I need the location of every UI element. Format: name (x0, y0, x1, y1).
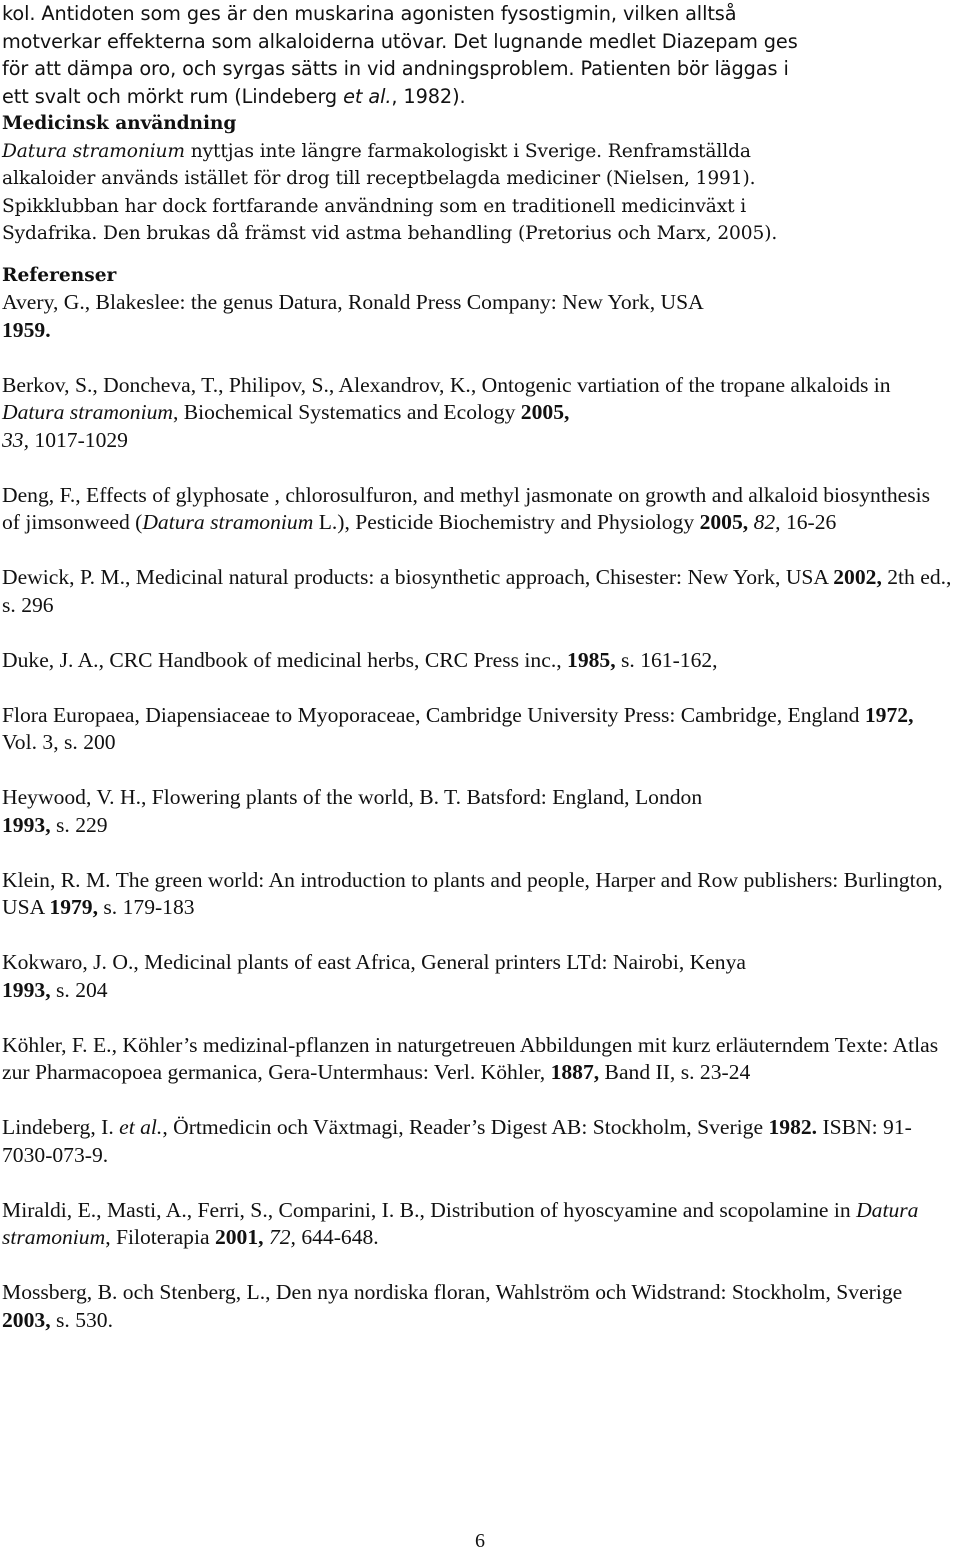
ref-title: , Den nya nordiska floran, Wahlström och Widstrand: Stockholm, Sverige (265, 1280, 903, 1304)
ref-authors: Deng, F. (2, 482, 76, 507)
ref-pages: s. 161-162, (615, 647, 718, 672)
ref-volume: 33, (2, 427, 29, 452)
ref-title: , Flowering plants of the world, B. T. Batsford: England, London (140, 785, 703, 809)
reference-mossberg (2, 1279, 952, 1334)
ref-pages: s. 530. (50, 1307, 113, 1332)
ref-species: Datura stramonium (142, 510, 314, 534)
ref-title: The green world: An introduction to plants and people, Harper and Row publishers: Burlington, USA (2, 867, 943, 919)
ref-year: 2005, (520, 400, 570, 424)
medical-use-text-1: nyttjas inte längre farmakologiskt i Sverige. Renframställda (184, 140, 751, 162)
ref-species: Datura stramonium (2, 1197, 919, 1249)
ref-authors: Köhler, F. E. (2, 1032, 112, 1057)
ref-title: , Medicinal natural products: a biosynthetic approach, Chisester: New York, USA (124, 565, 834, 589)
medical-use-text-3: Spikklubban har dock fortfarande användning som en traditionell medicinväxt i (2, 195, 747, 217)
reference-duke (2, 647, 952, 675)
reference-lindeberg (2, 1114, 952, 1169)
page-number: 6 (475, 1530, 485, 1552)
ref-edition: 2th ed., s. 296 (2, 565, 952, 617)
ref-title: , Effects of glyphosate , chlorosulfuron, and methyl jasmonate on growth and alkaloid biosynthesis of jimsonweed ( (2, 482, 931, 534)
ref-year: 1887, (550, 1060, 600, 1084)
reference-avery (2, 289, 952, 344)
ref-title: , CRC Handbook of medicinal herbs, CRC Press inc., (98, 647, 568, 672)
section-heading-medical-use: Medicinsk användning (2, 113, 237, 134)
document-page (2, 0, 952, 1362)
ref-journal: , Biochemical Systematics and Ecology (172, 400, 521, 424)
intro-line-4-italic: et al. (343, 84, 392, 108)
ref-volume: 82, (753, 510, 781, 534)
intro-line-2: motverkar effekterna som alkaloiderna utövar. Det lugnande medlet Diazepam ges (2, 29, 798, 53)
ref-isbn: ISBN: 91-7030-073-9. (2, 1115, 912, 1167)
medical-use-section (2, 110, 952, 248)
reference-list (2, 289, 952, 1334)
ref-year: 1982. (768, 1115, 818, 1139)
ref-year: 1993, (2, 977, 51, 1002)
ref-pages: 644-648. (295, 1225, 379, 1249)
ref-title: Flora Europaea, Diapensiaceae to Myoporaceae, Cambridge University Press: Cambridge, England (2, 702, 865, 727)
ref-year: 1972, (864, 702, 914, 727)
reference-miraldi (2, 1197, 952, 1252)
ref-pages: 1017-1029 (29, 427, 128, 452)
ref-pages: s. 179-183 (98, 895, 195, 919)
species-name: Datura stramonium (2, 140, 185, 162)
ref-year: 2003, (2, 1307, 51, 1332)
intro-line-3: för att dämpa oro, och syrgas sätts in vid andningsproblem. Patienten bör läggas i (2, 57, 789, 80)
ref-title: , Distribution of hyoscyamine and scopolamine in (419, 1197, 857, 1222)
intro-line-4-end: , 1982). (391, 84, 466, 108)
ref-species: Datura stramonium (2, 400, 173, 424)
ref-year: 1979, (49, 895, 98, 919)
ref-year: 1959. (2, 317, 51, 342)
ref-title: , Köhler’s medizinal-pflanzen in naturgetreuen Abbildungen mit kurz erläuterndem Texte: Atlas zur Pharmacopoea germanica, Gera-Untermhaus: Verl. Köhler, (2, 1032, 939, 1084)
ref-title: , Ontogenic vartiation of the tropane alkaloids in (470, 372, 891, 397)
ref-authors: Avery, G. (2, 290, 85, 314)
reference-flora-europaea (2, 702, 952, 757)
ref-authors: Lindeberg, I. (2, 1115, 120, 1139)
intro-paragraph (2, 0, 952, 110)
ref-pages: 16-26 (780, 510, 837, 534)
ref-year: 1985, (567, 647, 616, 672)
intro-line-4: ett svalt och mörkt rum (Lindeberg (2, 84, 344, 108)
medical-use-text-2: alkaloider används istället för drog till receptbelagda mediciner (Nielsen, 1991). (2, 168, 756, 189)
ref-pages: s. 204 (50, 977, 108, 1002)
ref-year: 2002, (833, 565, 882, 589)
reference-dewick (2, 564, 952, 619)
reference-kokwaro (2, 949, 952, 1004)
ref-authors: Miraldi, E., Masti, A., Ferri, S., Comparini, I. B. (2, 1197, 420, 1222)
reference-klein (2, 867, 952, 922)
ref-journal: , Filoterapia (105, 1225, 215, 1249)
ref-et-al: et al. (119, 1115, 163, 1139)
ref-title: , Blakeslee: the genus Datura, Ronald Press Company: New York, USA (84, 290, 704, 314)
ref-year: 1993, (2, 812, 51, 837)
ref-year: 2001, (214, 1225, 264, 1249)
ref-authors: Dewick, P. M. (2, 565, 125, 589)
ref-authors: Berkov, S., Doncheva, T., Philipov, S., Alexandrov, K. (2, 372, 471, 397)
reference-heywood (2, 784, 952, 839)
ref-pages: Vol. 3, s. 200 (2, 730, 116, 754)
medical-use-text-4: Sydafrika. Den brukas då främst vid astma behandling (Pretorius och Marx, 2005). (2, 223, 778, 244)
ref-authors: Heywood, V. H. (2, 785, 141, 809)
reference-deng (2, 482, 952, 537)
ref-authors: Mossberg, B. och Stenberg, L. (2, 1280, 266, 1304)
ref-title: , Medicinal plants of east Africa, General printers LTd: Nairobi, Kenya (133, 950, 746, 974)
ref-authors: Klein, R. M. (2, 867, 111, 892)
ref-title: , Örtmedicin och Växtmagi, Reader’s Digest AB: Stockholm, Sverige (162, 1115, 769, 1139)
ref-authors: Duke, J. A. (2, 647, 99, 672)
reference-berkov (2, 372, 952, 455)
intro-line-1: kol. Antidoten som ges är den muskarina agonisten fysostigmin, vilken alltså (2, 2, 737, 25)
ref-journal: L.), Pesticide Biochemistry and Physiology (313, 510, 700, 534)
ref-pages: Band II, s. 23-24 (599, 1060, 751, 1084)
ref-year: 2005, (699, 510, 749, 534)
ref-pages: s. 229 (50, 812, 108, 837)
reference-kohler (2, 1032, 952, 1087)
ref-volume: 72, (268, 1225, 296, 1249)
ref-authors: Kokwaro, J. O. (2, 950, 134, 974)
section-heading-references: Referenser (2, 264, 117, 286)
